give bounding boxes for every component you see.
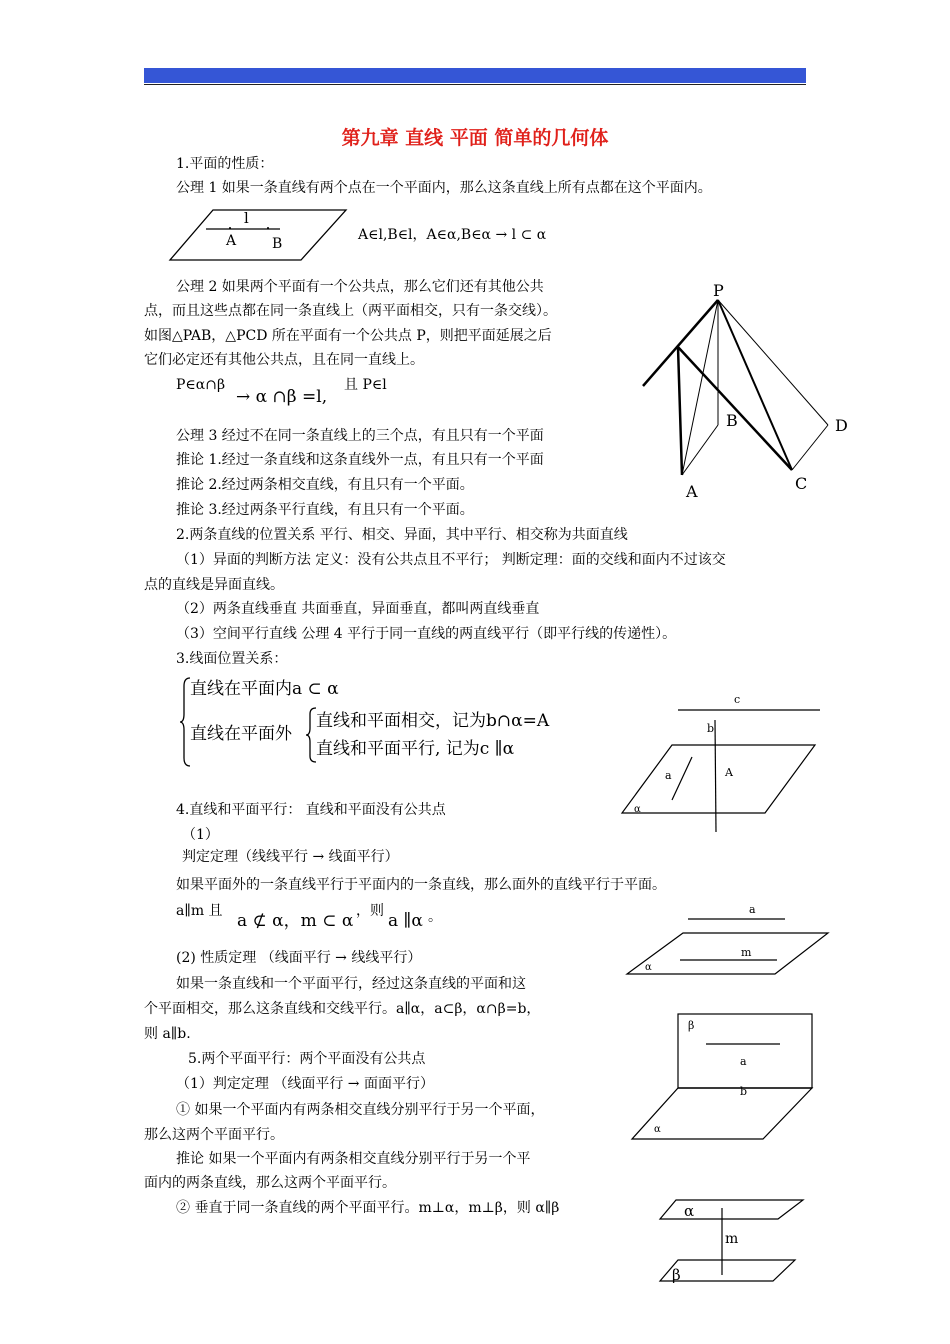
text-line: 推论 1.经过一条直线和这条直线外一点，有且只有一个平面 <box>176 452 544 468</box>
formula: 且 P∈l <box>344 377 387 393</box>
text-line: （1）异面的判断方法 定义：没有公共点且不平行； 判断定理：面的交线和面内不过该交 <box>176 552 726 568</box>
text-line: 推论 3.经过两条平行直线，有且只有一个平面。 <box>176 502 474 518</box>
formula: ，则 <box>356 903 384 919</box>
label-P: P <box>713 281 724 300</box>
line-plane-figure <box>620 690 825 835</box>
label-B: B <box>272 236 283 252</box>
text-line: 5.两个平面平行：两个平面没有公共点 <box>188 1051 426 1067</box>
text-line: 那么这两个平面平行。 <box>144 1127 284 1143</box>
perpendicular-planes-figure <box>658 1195 808 1285</box>
label-c: c <box>734 693 741 706</box>
text-line: 判定定理（线线平行 → 线面平行） <box>182 849 399 865</box>
page-title: 第九章 直线 平面 简单的几何体 <box>341 127 609 149</box>
text-line: 1.平面的性质： <box>176 156 274 172</box>
label-B: B <box>726 411 738 430</box>
relation-parallel: 直线和平面平行, 记为c ∥α <box>316 739 515 759</box>
label-beta: β <box>688 1019 695 1032</box>
text-line: 公理 1 如果一条直线有两个点在一个平面内，那么这条直线上所有点都在这个平面内。 <box>176 180 712 196</box>
formula: 。 <box>428 909 442 925</box>
text-line: （1）判定定理 （线面平行 → 面面平行） <box>176 1076 434 1092</box>
label-m: m <box>725 1231 739 1247</box>
header-bar <box>144 68 806 83</box>
text-line: （1） <box>182 827 219 843</box>
label-a: a <box>740 1055 747 1068</box>
formula: P∈α∩β <box>176 377 226 393</box>
relation-intersect: 直线和平面相交，记为b∩α=A <box>316 711 550 731</box>
label-m: m <box>741 946 752 959</box>
text-line: 个平面相交，那么这条直线和交线平行。a∥α，a⊂β，α∩β=b， <box>144 1001 541 1017</box>
formula: a ∥α <box>388 911 423 931</box>
text-line: （2）两条直线垂直 共面垂直，异面垂直，都叫两直线垂直 <box>176 601 540 617</box>
text-line: 如图△PAB，△PCD 所在平面有一个公共点 P，则把平面延展之后 <box>144 328 552 344</box>
text-line: 如果一条直线和一个平面平行，经过这条直线的平面和这 <box>176 976 526 992</box>
text-line: ② 垂直于同一条直线的两个平面平行。m⊥α，m⊥β，则 α∥β <box>176 1200 560 1216</box>
text-line: 公理 2 如果两个平面有一个公共点，那么它们还有其他公共 <box>176 279 544 295</box>
text-line: 公理 3 经过不在同一条直线上的三个点，有且只有一个平面 <box>176 428 544 444</box>
label-alpha: α <box>684 1202 695 1220</box>
text-line: 它们必定还有其他公共点，且在同一直线上。 <box>144 352 424 368</box>
label-alpha: α <box>654 1124 661 1135</box>
formula: a∥m 且 <box>176 903 223 919</box>
label-alpha: α <box>634 804 641 815</box>
label-beta: β <box>672 1266 681 1284</box>
text-line: （3）空间平行直线 公理 4 平行于同一直线的两直线平行（即平行线的传递性）。 <box>176 626 677 642</box>
label-A: A <box>725 766 733 779</box>
formula: a ⊄ α，m ⊂ α <box>237 911 354 931</box>
text-line: 2.两条直线的位置关系 平行、相交、异面，其中平行、相交称为共面直线 <box>176 527 628 543</box>
two-planes-figure <box>640 283 855 513</box>
label-D: D <box>835 416 848 435</box>
formula: A∈l,B∈l，A∈α,B∈α → l ⊂ α <box>358 227 547 243</box>
parallel-line-figure <box>625 900 830 980</box>
text-line: 推论 2.经过两条相交直线，有且只有一个平面。 <box>176 477 474 493</box>
label-a: a <box>749 903 756 916</box>
text-line: 点的直线是异面直线。 <box>144 577 284 593</box>
plane-intersection-figure <box>628 1012 818 1142</box>
text-line: 则 a∥b. <box>144 1026 191 1042</box>
text-line: 4.直线和平面平行： 直线和平面没有公共点 <box>176 802 446 818</box>
text-line: (2) 性质定理 （线面平行 → 线线平行） <box>176 950 422 966</box>
label-b: b <box>740 1085 748 1098</box>
label-A: A <box>226 233 237 249</box>
relation-out-plane: 直线在平面外 <box>190 724 292 744</box>
relation-in-plane: 直线在平面内a ⊂ α <box>190 679 339 699</box>
text-line: 点，而且这些点都在同一条直线上（两平面相交，只有一条交线）。 <box>144 303 557 319</box>
label-b: b <box>707 722 715 735</box>
label-l: l <box>244 209 249 227</box>
formula: → α ∩β =l, <box>236 387 328 407</box>
text-line: 如果平面外的一条直线平行于平面内的一条直线，那么面外的直线平行于平面。 <box>176 877 666 893</box>
label-alpha: α <box>645 962 652 973</box>
text-line: 面内的两条直线，那么这两个平面平行。 <box>144 1175 396 1191</box>
plane-line-figure <box>168 205 348 265</box>
header-rule <box>144 84 806 85</box>
text-line: ① 如果一个平面内有两条相交直线分别平行于另一个平面， <box>176 1102 545 1118</box>
label-A: A <box>686 482 698 501</box>
text-line: 3.线面位置关系： <box>176 651 288 667</box>
label-C: C <box>795 474 808 493</box>
label-a: a <box>665 769 672 782</box>
text-line: 推论 如果一个平面内有两条相交直线分别平行于另一个平 <box>176 1151 531 1167</box>
